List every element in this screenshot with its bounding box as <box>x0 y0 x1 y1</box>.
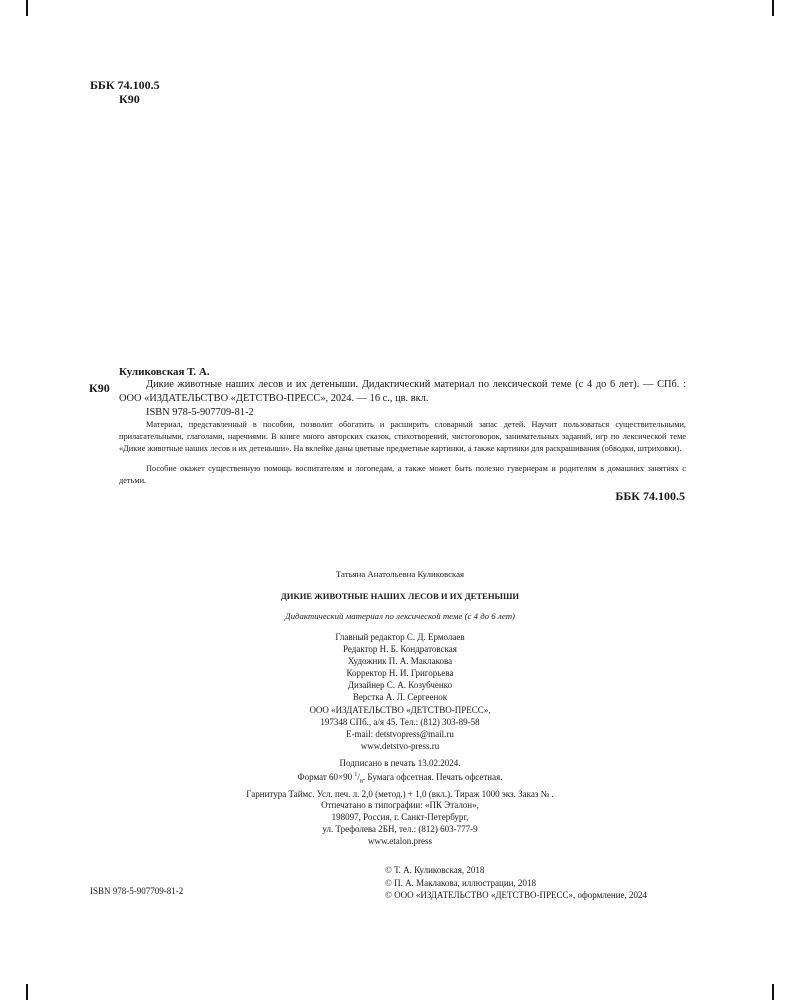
copyright-line: © П. А. Маклакова, иллюстрации, 2018 <box>385 877 536 888</box>
crop-mark-top-left <box>26 0 28 16</box>
printer-line: www.etalon.press <box>368 836 432 846</box>
format-numerator: 1 <box>354 772 358 778</box>
typeface-line: Гарнитура Таймс. Усл. печ. л. 2,0 (метод.) + 1,0 (вкл.). Тираж 1000 экз. Заказ № . <box>246 788 554 799</box>
format-prefix: Формат 60×90 <box>297 772 353 782</box>
staff-line: Верстка А. Л. Сергеенок <box>352 692 448 702</box>
author-heading: Куликовская Т. А. <box>119 366 210 378</box>
copyright-line: © Т. А. Куликовская, 2018 <box>385 865 485 875</box>
format-line: Формат 60×90 $^1/_8$. Бумага офсетная. Печать офсетная. <box>297 772 503 785</box>
publisher-line: E-mail: detstvopress@mail.ru <box>346 729 454 739</box>
bbk-classification-bottom: ББК 74.100.5 <box>615 489 685 503</box>
print-details <box>0 757 800 800</box>
author-mark: К90 <box>119 92 140 106</box>
crop-mark-bottom-right <box>772 984 774 1000</box>
publisher-line: www.detstvo-press.ru <box>360 741 440 751</box>
bbk-code: ББК 74.100.5 <box>90 78 160 92</box>
publisher-line: ООО «ИЗДАТЕЛЬСТВО «ДЕТСТВО-ПРЕСС», <box>309 705 491 715</box>
format-denominator: 8 <box>359 778 363 785</box>
staff-line: Корректор Н. И. Григорьева <box>346 668 454 678</box>
printer-info <box>0 799 800 847</box>
printer-line: ул. Трефолева 2БН, тел.: (812) 603-777-9 <box>322 824 478 834</box>
crop-mark-top-right <box>772 0 774 16</box>
copyright-block <box>385 864 647 902</box>
book-title: ДИКИЕ ЖИВОТНЫЕ НАШИХ ЛЕСОВ И ИХ ДЕТЕНЫШИ <box>280 591 520 601</box>
bbk-classification-top <box>90 78 160 106</box>
copyright-line: © ООО «ИЗДАТЕЛЬСТВО «ДЕТСТВО-ПРЕСС», оформление, 2024 <box>385 890 647 900</box>
annotation-paragraph-1: Материал, представленный в пособии, позволит обогатить и расширить словарный запас детей. Научит пользоваться существительными, прилагательными, глаголами, наречиями. В книге много авторских сказок, стихотворений, чистоговорок, занимательных заданий, игр по лексической теме «Дикие животные наших лесов и их детеныши». На вклейке даны цветные предметные картинки, а также картинки для раскрашивания (обводки, штриховки). <box>119 420 686 453</box>
signed-line: Подписано в печать 13.02.2024. <box>339 758 461 768</box>
staff-line: Главный редактор С. Д. Ермолаев <box>335 632 465 642</box>
author-mark-side: К90 <box>89 381 110 395</box>
staff-line: Художник П. А. Маклакова <box>347 656 453 666</box>
author-full-name: Татьяна Анатольевна Куликовская <box>335 569 465 579</box>
isbn-bottom: ISBN 978-5-907709-81-2 <box>90 886 184 896</box>
book-subtitle: Дидактический материал по лексической теме (с 4 до 6 лет) <box>285 611 515 621</box>
printer-line: Отпечатано в типографии: «ПК Эталон», <box>321 800 479 810</box>
staff-list <box>0 631 800 703</box>
publisher-info <box>0 704 800 752</box>
staff-line: Редактор Н. Б. Кондратовская <box>343 644 457 654</box>
publisher-line: 197348 СПб., а/я 45. Тел.: (812) 303-89-58 <box>320 717 480 727</box>
format-suffix: . Бумага офсетная. Печать офсетная. <box>362 772 503 782</box>
isbn-line: ISBN 978-5-907709-81-2 <box>146 407 254 418</box>
bibliographic-description: Дикие животные наших лесов и их детеныши. Дидактический материал по лексической теме (с 4 до 6 лет). — СПб. : ООО «ИЗДАТЕЛЬСТВО «ДЕТСТВО-ПРЕСС», 2024. — 16 с., цв. вкл. <box>119 379 686 404</box>
annotation-paragraph-2: Пособие окажет существенную помощь воспитателям и логопедам, а также может быть полезно гувернерам и родителям в домашних занятиях с детьми. <box>119 464 686 485</box>
crop-mark-bottom-left <box>26 984 28 1000</box>
staff-line: Дизайнер С. А. Козубченко <box>347 680 453 690</box>
printer-line: 198097, Россия, г. Санкт-Петербург, <box>331 812 469 822</box>
